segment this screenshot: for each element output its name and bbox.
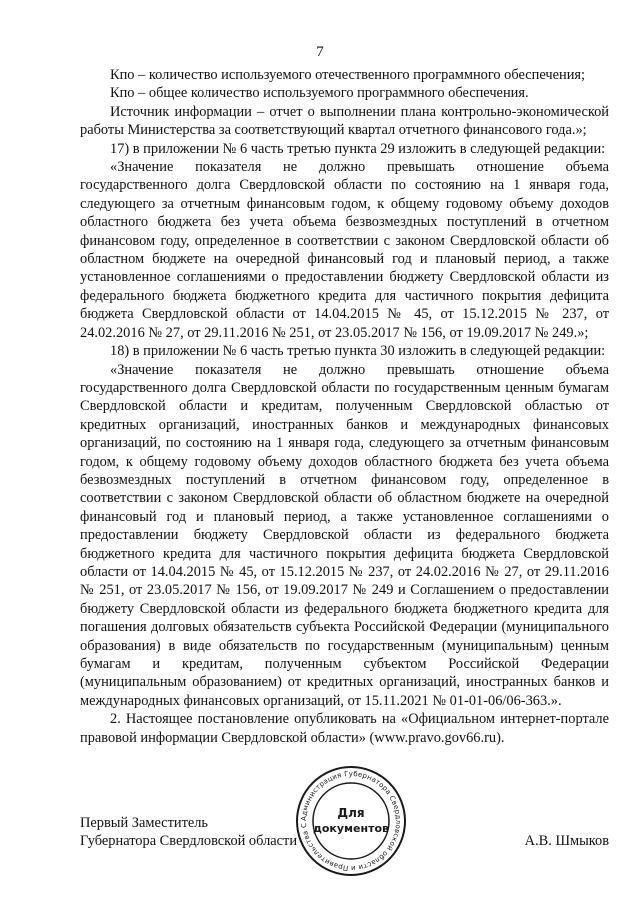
document-body: [80, 66, 609, 747]
paragraph-kpo-total: Кпо – общее количество используемого программного обеспечения.: [110, 85, 529, 102]
stamp-center-line2: документов: [312, 822, 390, 835]
stamp-seal-icon: [295, 765, 407, 877]
signature-position-line1: Первый Заместитель: [80, 815, 208, 831]
official-stamp: [295, 765, 407, 877]
paragraph-item-18: 18) в приложении № 6 часть третью пункта 30 изложить в следующей редакции:: [110, 343, 606, 360]
stamp-ring-text: Администрация Губернатора Свердловской области и Правительства С: [299, 769, 403, 873]
stamp-center-line1: Для: [337, 806, 365, 820]
paragraph-info-source: Источник информации – отчет о выполнении плана контрольно-экономической работы Министерства за соответствующий квартал отчетного финансового года.»;: [80, 103, 609, 139]
paragraph-kpo-domestic: Кпо – количество используемого отечественного программного обеспечения;: [110, 67, 586, 83]
paragraph-item-17-text: «Значение показателя не должно превышать отношение объема государственного долга Свердловской области по состоянию на 1 января года, следующего за отчетным финансовым годом, к общему годовому объему доходов областного бюджета без учета объема безвозмездных поступлений в отчетном финансовом году, определенное в соответствии с законом Свердловской области об областном бюджете на очередной финансовый год и плановый период, а также установленное соглашениями о предоставлении бюджету Свердловской области из федерального бюджета бюджетного кредита для частичного покрытия дефицита бюджета Свердловской области от 14.04.2015 № 45, от 15.12.2015 № 237, от 24.02.2016 № 27, от 29.11.2016 № 251, от 23.05.2017 № 156, от 19.09.2017 № 249.»;: [80, 159, 609, 341]
signatory-name: А.В. Шмыков: [524, 833, 609, 850]
page-number: 7: [316, 44, 324, 60]
paragraph-publication: 2. Настоящее постановление опубликовать на «Официальном интернет-портале правовой информации Свердловской области» (www.pravo.gov66.ru).: [80, 711, 609, 746]
signature-position-line2: Губернатора Свердловской области: [80, 833, 298, 850]
paragraph-item-18-text: «Значение показателя не должно превышать отношение объема государственного долга Свердловской области по государственным ценным бумагам Свердловской области и кредитам, полученным Свердловской областью от кредитных организаций, иностранных банков и международных финансовых организаций, по состоянию на 1 января года, следующего за отчетным финансовым годом, к общему годовому объему доходов областного бюджета без учета объема безвозмездных поступлений в отчетном финансовом году, определенное в соответствии с законом Свердловской области об областном бюджете на очередной финансовый год и плановый период, а также установленное соглашениями о предоставлении бюджету Свердловской области из федерального бюджета бюджетного кредита для частичного покрытия дефицита бюджета Свердловской области от 14.04.2015 № 45, от 15.12.2015 № 237, от 24.02.2016 № 27, от 29.11.2016 № 251, от 23.05.2017 № 156, от 19.09.2017 № 249 и Соглашением о предоставлении бюджету Свердловской области из федерального бюджета бюджетного кредита для погашения долговых обязательств субъекта Российской Федерации (муниципального образования) в виде обязательств по государственным (муниципальным) ценным бумагам и кредитам, полученным субъектом Российской Федерации (муниципальным образованием) от кредитных организаций, иностранных банков и международных финансовых организаций, от 15.11.2021 № 01-01-06/06-363.».: [80, 361, 609, 709]
paragraph-item-17: 17) в приложении № 6 часть третью пункта 29 изложить в следующей редакции:: [110, 140, 606, 157]
